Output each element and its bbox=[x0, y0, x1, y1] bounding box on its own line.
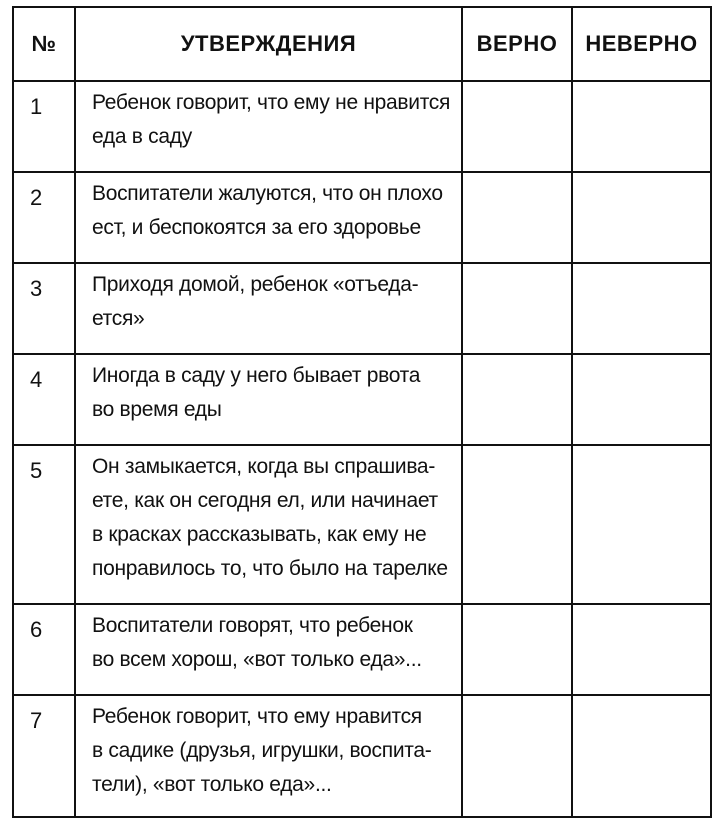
false-checkbox-cell[interactable] bbox=[572, 445, 711, 604]
statement-cell bbox=[75, 604, 462, 695]
table-row bbox=[13, 445, 711, 604]
row-number: 2 bbox=[13, 172, 75, 263]
statement-line: ест, и беспокоятся за его здоровье bbox=[92, 216, 421, 239]
statement-line: еда в саду bbox=[92, 125, 192, 148]
row-number: 3 bbox=[13, 263, 75, 354]
header-true: ВЕРНО bbox=[462, 7, 572, 81]
row-number: 4 bbox=[13, 354, 75, 445]
statement-line: Воспитатели жалуются, что он плохо bbox=[92, 182, 443, 205]
true-checkbox-cell[interactable] bbox=[462, 445, 572, 604]
statement-cell bbox=[75, 354, 462, 445]
header-number: № bbox=[13, 7, 75, 81]
statement-cell bbox=[75, 81, 462, 172]
statement-line: понравилось то, что было на тарелке bbox=[92, 557, 448, 580]
statement-cell bbox=[75, 263, 462, 354]
table-row bbox=[13, 81, 711, 172]
row-number: 5 bbox=[13, 445, 75, 604]
table-row bbox=[13, 604, 711, 695]
statement-line: в садике (друзья, игрушки, воспита- bbox=[92, 739, 432, 762]
statement-line: в красках рассказывать, как ему не bbox=[92, 523, 427, 546]
row-number: 1 bbox=[13, 81, 75, 172]
false-checkbox-cell[interactable] bbox=[572, 695, 711, 817]
header-false: НЕВЕРНО bbox=[572, 7, 711, 81]
header-row bbox=[13, 7, 711, 81]
table-row bbox=[13, 172, 711, 263]
true-checkbox-cell[interactable] bbox=[462, 604, 572, 695]
header-statements: УТВЕРЖДЕНИЯ bbox=[75, 7, 462, 81]
statement-line: ете, как он сегодня ел, или начинает bbox=[92, 489, 438, 512]
statement-line: Приходя домой, ребенок «отъеда- bbox=[92, 273, 419, 296]
false-checkbox-cell[interactable] bbox=[572, 81, 711, 172]
false-checkbox-cell[interactable] bbox=[572, 172, 711, 263]
statement-line: во время еды bbox=[92, 398, 222, 421]
statement-cell bbox=[75, 445, 462, 604]
true-checkbox-cell[interactable] bbox=[462, 354, 572, 445]
true-checkbox-cell[interactable] bbox=[462, 263, 572, 354]
statement-line: Ребенок говорит, что ему не нравится bbox=[92, 91, 451, 114]
false-checkbox-cell[interactable] bbox=[572, 604, 711, 695]
statement-line: во всем хорош, «вот только еда»... bbox=[92, 648, 422, 671]
true-checkbox-cell[interactable] bbox=[462, 172, 572, 263]
table-row bbox=[13, 354, 711, 445]
table-row bbox=[13, 695, 711, 817]
statement-line: Он замыкается, когда вы спрашива- bbox=[92, 455, 436, 478]
statement-line: ется» bbox=[92, 307, 145, 330]
statement-cell bbox=[75, 172, 462, 263]
row-number: 7 bbox=[13, 695, 75, 817]
true-checkbox-cell[interactable] bbox=[462, 695, 572, 817]
statement-cell bbox=[75, 695, 462, 817]
true-checkbox-cell[interactable] bbox=[462, 81, 572, 172]
row-number: 6 bbox=[13, 604, 75, 695]
table-row bbox=[13, 263, 711, 354]
false-checkbox-cell[interactable] bbox=[572, 263, 711, 354]
statement-line: тели), «вот только еда»... bbox=[92, 773, 332, 796]
statements-table bbox=[12, 6, 712, 818]
false-checkbox-cell[interactable] bbox=[572, 354, 711, 445]
statement-line: Ребенок говорит, что ему нравится bbox=[92, 705, 422, 728]
statement-line: Иногда в саду у него бывает рвота bbox=[92, 364, 421, 387]
statement-line: Воспитатели говорят, что ребенок bbox=[92, 614, 413, 637]
